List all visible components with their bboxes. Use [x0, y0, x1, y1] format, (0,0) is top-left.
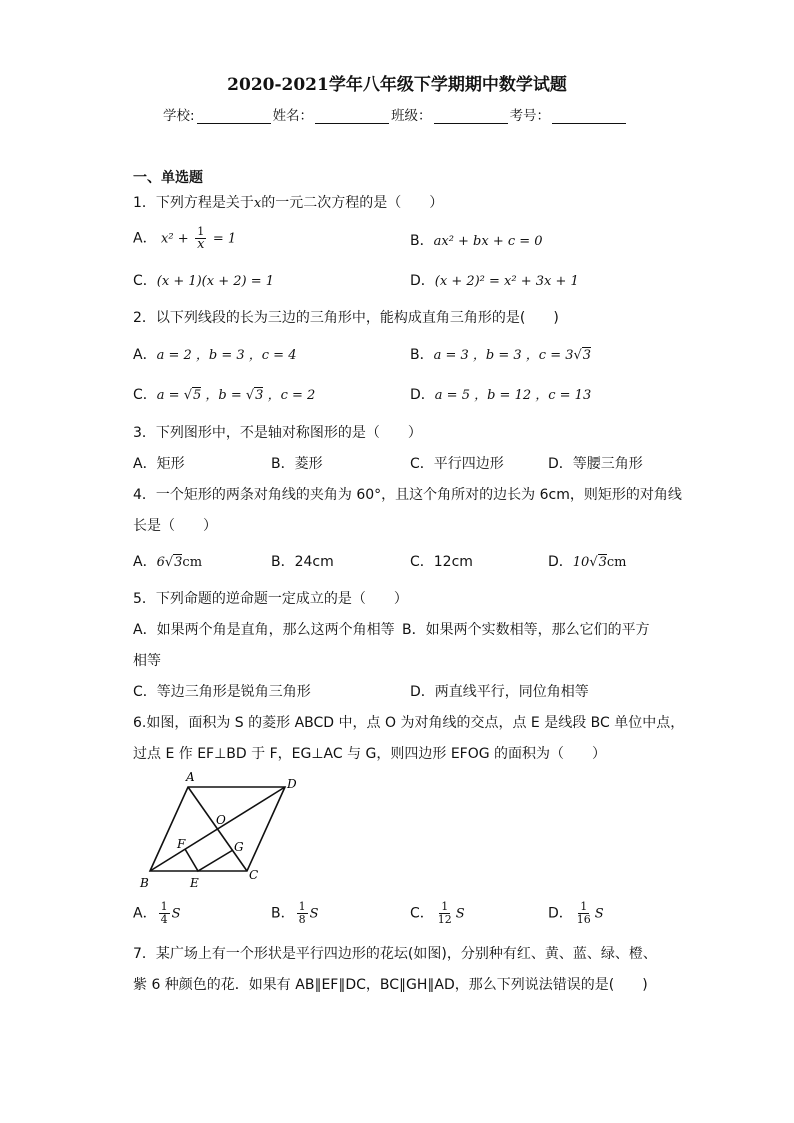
q6-c-var: S	[455, 906, 465, 922]
label-c: C	[249, 868, 259, 882]
exam-no-label: 考号：	[509, 108, 551, 124]
q6-b-fraction	[297, 901, 308, 926]
q6-option-c	[410, 901, 465, 926]
q6-d-num: 1	[580, 900, 588, 913]
q6-b-var: S	[309, 906, 319, 922]
q6-b-num: 1	[298, 900, 306, 913]
q1-option-b	[410, 230, 543, 250]
q3-option-b: B．菱形	[271, 456, 323, 472]
q6-stem-line1: 6.如图，面积为 S 的菱形 ABCD 中，点 O 为对角线的交点，点 E 是线段 BC 单位中点，	[133, 715, 685, 731]
q2-option-b	[410, 344, 591, 364]
q6-stem-line2: 过点 E 作 EF⊥BD 于 F，EG⊥AC 与 G，则四边形 EFOG 的面积为（ ）	[133, 746, 607, 762]
name-blank	[315, 109, 389, 124]
q5-option-b-cont: 相等	[133, 653, 161, 669]
q3-option-d: D．等腰三角形	[548, 456, 643, 472]
q1-b-expr: ax² + bx + c = 0	[433, 234, 543, 249]
q1-option-a	[133, 226, 236, 251]
q2-b-radicand: 3	[582, 348, 592, 363]
q5-option-d: D．两直线平行，同位角相等	[410, 684, 589, 700]
q6-d-fraction	[575, 901, 593, 926]
q6-b-den: 8	[298, 913, 306, 926]
label-o: O	[216, 813, 226, 827]
q1-a-part1: x² +	[161, 231, 189, 247]
q2-b-expr: a = 3 ，b = 3 ，c = 3√	[433, 348, 582, 363]
q2-c-expr3: ，c = 2	[263, 388, 316, 403]
label-a: A	[186, 770, 195, 784]
q2-a-expr: a = 2 ，b = 3 ，c = 4	[156, 348, 297, 363]
q2-c-label: C．	[133, 387, 157, 403]
q2-c-expr1: a = √	[156, 388, 192, 403]
q6-d-label: D．	[548, 905, 573, 922]
q1-stem-var: x	[253, 196, 262, 211]
school-label: 学校:	[163, 108, 195, 124]
q6-d-var: S	[594, 906, 604, 922]
q1-c-expr: (x + 1)(x + 2) = 1	[156, 274, 275, 289]
label-g: G	[234, 840, 244, 854]
q3-option-a: A．矩形	[133, 456, 185, 472]
q6-c-den: 12	[437, 913, 452, 926]
q6-option-b	[271, 901, 319, 926]
q1-a-den: x	[197, 237, 205, 252]
q2-d-label: D．	[410, 387, 435, 403]
class-label: 班级：	[391, 108, 432, 124]
page-title: 2020-2021学年八年级下学期期中数学试题	[227, 75, 567, 95]
q6-c-fraction	[436, 901, 454, 926]
label-e: E	[190, 876, 199, 890]
q1-stem-b: 的一元二次方程的是（ ）	[261, 195, 444, 211]
q4-a-coef: 6√	[156, 555, 174, 570]
q4-option-b: B．24cm	[271, 554, 334, 570]
q1-stem	[133, 192, 443, 212]
school-blank	[197, 109, 271, 124]
q4-stem-line1: 4．一个矩形的两条对角线的夹角为 60°，且这个角所对的边长为 6cm，则矩形的对角线	[133, 487, 682, 503]
q6-a-fraction	[159, 901, 170, 926]
q6-d-den: 16	[576, 913, 591, 926]
q3-option-c: C．平行四边形	[410, 456, 504, 472]
q2-stem: 2．以下列线段的长为三边的三角形中，能构成直角三角形的是( )	[133, 310, 559, 326]
q6-c-num: 1	[441, 900, 449, 913]
q4-option-c: C．12cm	[410, 554, 473, 570]
label-b: B	[140, 876, 149, 890]
q1-a-fraction	[195, 226, 206, 251]
q1-a-num: 1	[197, 225, 205, 238]
q4-a-unit: cm	[182, 555, 203, 570]
q4-a-radicand: 3	[174, 555, 183, 570]
q6-b-label: B．	[271, 905, 295, 922]
q5-option-b: B．如果两个实数相等，那么它们的平方	[402, 622, 650, 638]
perpendiculars-efg	[185, 849, 233, 871]
q2-option-c	[133, 384, 315, 404]
q5-stem: 5．下列命题的逆命题一定成立的是（ ）	[133, 591, 408, 607]
q6-c-label: C．	[410, 905, 434, 922]
name-label: 姓名：	[272, 108, 314, 124]
q2-option-d	[410, 384, 591, 404]
q1-a-label: A．	[133, 230, 157, 247]
q6-a-num: 1	[160, 900, 168, 913]
q6-option-d	[548, 901, 604, 926]
q4-d-radicand: 3	[598, 555, 607, 570]
q6-option-a	[133, 901, 180, 926]
label-f: F	[177, 837, 186, 851]
q4-d-unit: cm	[606, 555, 627, 570]
q2-option-a	[133, 344, 296, 364]
label-d: D	[287, 777, 297, 791]
q2-b-label: B．	[410, 347, 434, 363]
q3-stem: 3．下列图形中，不是轴对称图形的是（ ）	[133, 425, 422, 441]
q1-stem-a: 1．下列方程是关于	[133, 195, 254, 211]
q2-c-radicand1: 5	[192, 388, 202, 403]
q2-d-expr: a = 5 ，b = 12 ，c = 13	[434, 388, 592, 403]
q4-d-label: D．	[548, 554, 573, 570]
q1-option-c	[133, 270, 274, 290]
class-blank	[434, 109, 508, 124]
q1-a-part2: = 1	[212, 231, 237, 247]
q6-a-label: A．	[133, 905, 157, 922]
rhombus-figure	[130, 768, 310, 892]
q1-c-label: C．	[133, 273, 157, 289]
q4-a-label: A．	[133, 554, 157, 570]
q6-a-var: S	[171, 906, 181, 922]
student-info-row	[163, 104, 628, 124]
q4-d-coef: 10√	[572, 555, 598, 570]
exam-no-blank	[552, 109, 626, 124]
section-heading: 一、单选题	[133, 170, 203, 186]
q7-stem-line2: 紫 6 种颜色的花．如果有 AB∥EF∥DC，BC∥GH∥AD，那么下列说法错误的是( )	[133, 977, 648, 993]
q2-a-label: A．	[133, 347, 157, 363]
q1-d-expr: (x + 2)² = x² + 3x + 1	[434, 274, 579, 289]
q5-option-c: C．等边三角形是锐角三角形	[133, 684, 311, 700]
q1-option-d	[410, 270, 579, 290]
q2-c-radicand2: 3	[255, 388, 264, 403]
q4-stem-line2: 长是（ ）	[133, 518, 217, 534]
q2-c-expr2: ，b = √	[201, 388, 255, 403]
q1-b-label: B．	[410, 233, 434, 249]
q7-stem-line1: 7．某广场上有一个形状是平行四边形的花坛(如图)，分别种有红、黄、蓝、绿、橙、	[133, 946, 657, 962]
q4-option-a	[133, 551, 202, 571]
q1-d-label: D．	[410, 273, 435, 289]
q5-option-a: A．如果两个角是直角，那么这两个角相等	[133, 622, 395, 638]
q4-option-d	[548, 551, 627, 571]
q6-a-den: 4	[160, 913, 168, 926]
